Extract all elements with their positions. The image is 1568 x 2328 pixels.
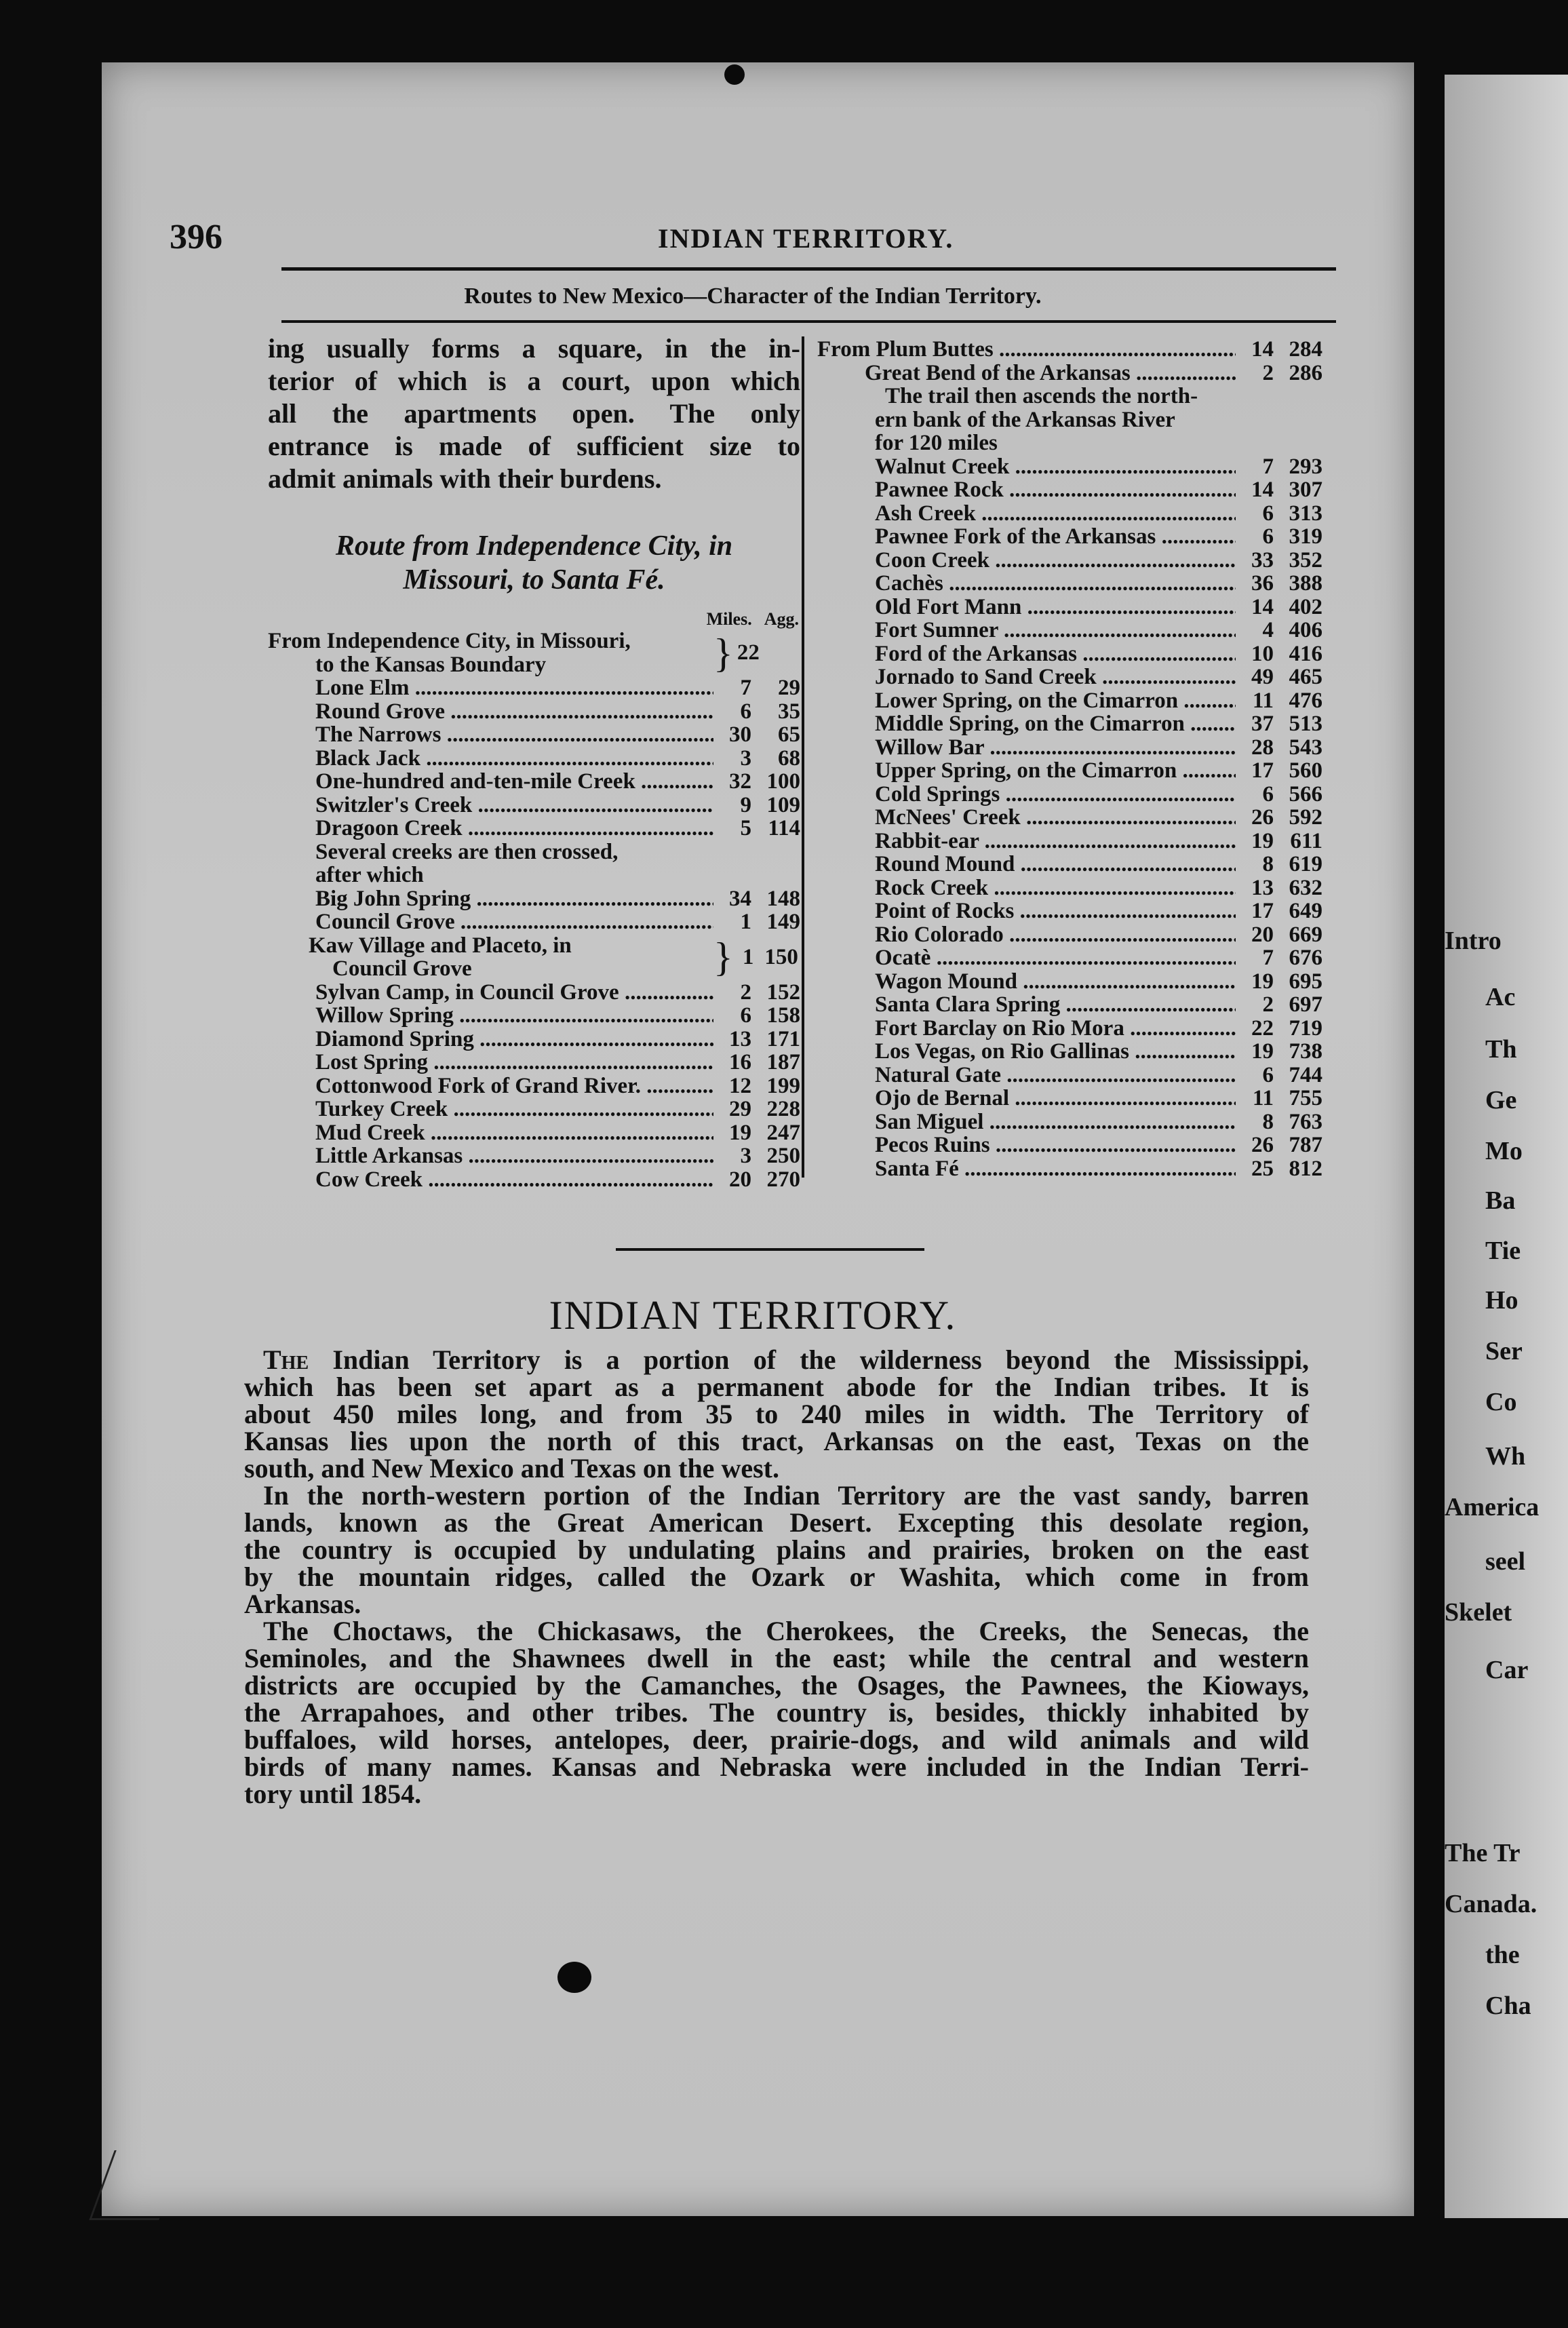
route-row — [268, 629, 800, 676]
route-agg: 228 — [766, 1097, 800, 1121]
adjacent-page-text-fragment: America — [1445, 1493, 1540, 1521]
route-agg: 787 — [1289, 1133, 1322, 1157]
route-agg: 416 — [1289, 641, 1322, 666]
route-miles: 2 — [1262, 360, 1274, 385]
adjacent-page-text-fragment: Car — [1485, 1656, 1529, 1684]
text-line: by the mountain ridges, called the Ozark or Washita, which come in from — [244, 1561, 1309, 1592]
route-place: Pawnee Fork of the Arkansas ..... — [875, 525, 1236, 549]
route-agg: 513 — [1289, 712, 1322, 736]
route-agg: 669 — [1289, 922, 1322, 947]
route-miles: 25 — [1251, 1156, 1274, 1181]
route-note: The trail then ascends the north- — [885, 384, 1198, 408]
right-column — [817, 338, 1322, 1180]
route-note: Several creeks are then crossed, — [315, 839, 619, 864]
miles-heading: Miles. — [706, 609, 752, 629]
route-miles: 17 — [1251, 899, 1274, 923]
route-place: Council Grove ..... — [315, 910, 713, 934]
route-row — [817, 619, 1322, 642]
route-row — [817, 549, 1322, 573]
route-miles: 11 — [1252, 1086, 1274, 1110]
route-row — [817, 642, 1322, 666]
adjacent-page-edge — [1445, 75, 1568, 2218]
route-place: Dragoon Creek ..... — [315, 817, 713, 840]
route-row — [268, 1168, 800, 1192]
text-line: buffaloes, wild horses, antelopes, deer, prairie-dogs, and wild animals and wild — [244, 1724, 1309, 1755]
route-place: Black Jack ..... — [315, 747, 713, 771]
route-place: Rio Colorado ..... — [875, 923, 1236, 947]
route-place: Little Arkansas ..... — [315, 1144, 713, 1168]
route-place: Los Vegas, on Rio Gallinas ..... — [875, 1040, 1236, 1064]
route-place: Cachès ..... — [875, 572, 1236, 596]
route-place: Wagon Mound ..... — [875, 970, 1236, 994]
route-agg: 171 — [766, 1026, 800, 1051]
route-agg: 719 — [1289, 1015, 1322, 1041]
route-agg: 560 — [1289, 758, 1322, 783]
route-miles: 14 — [1251, 337, 1274, 362]
route-place: Santa Fé ..... — [875, 1157, 1236, 1181]
text-line: about 450 miles long, and from 35 to 240 miles in width. The Territory of — [244, 1399, 1309, 1429]
route-agg: 158 — [766, 1003, 800, 1028]
route-agg: 150 — [764, 944, 798, 969]
route-agg: 65 — [778, 722, 800, 747]
route-row — [817, 759, 1322, 783]
route-miles: 37 — [1251, 712, 1274, 736]
route-row — [817, 338, 1322, 362]
route-row — [817, 362, 1322, 385]
route-place: Willow Spring ..... — [315, 1004, 713, 1028]
route-agg: 744 — [1289, 1062, 1322, 1087]
route-place: Rock Creek ..... — [875, 876, 1236, 900]
route-agg: 543 — [1289, 735, 1322, 760]
route-place: Fort Barclay on Rio Mora ..... — [875, 1017, 1236, 1041]
route-place: Natural Gate ..... — [875, 1064, 1236, 1087]
route-place: Old Fort Mann ..... — [875, 596, 1236, 619]
route-miles: 5 — [740, 816, 751, 840]
text-span: Indian Territory is a portion of the wilderness beyond the Mississippi, — [309, 1344, 1309, 1375]
text-line: the Arrapahoes, and other tribes. The country is, besides, thickly inhabited by — [244, 1697, 1309, 1728]
route-miles: 6 — [1262, 1062, 1274, 1087]
route-miles: 30 — [729, 722, 751, 747]
route-row — [268, 1028, 800, 1051]
route-agg: 352 — [1289, 547, 1322, 573]
route-row — [268, 1144, 800, 1168]
route-agg: 465 — [1289, 665, 1322, 689]
route-row — [817, 525, 1322, 549]
route-row — [268, 1098, 800, 1121]
route-place: Lone Elm ..... — [315, 676, 713, 700]
route-miles: 20 — [729, 1167, 751, 1192]
route-place: Kaw Village and Placeto, in — [309, 933, 572, 958]
text-line: terior of which is a court, upon which — [268, 366, 800, 396]
route-agg: 697 — [1289, 992, 1322, 1017]
route-note: after which — [315, 863, 424, 887]
route-row — [817, 502, 1322, 526]
route-miles: 4 — [1262, 618, 1274, 642]
route-row — [817, 946, 1322, 970]
route-place: Walnut Creek ..... — [875, 455, 1236, 479]
route-agg: 676 — [1289, 946, 1322, 970]
page-header — [170, 217, 1336, 265]
route-agg: 406 — [1289, 618, 1322, 642]
text-line: entrance is made of sufficient size to — [268, 431, 800, 461]
route-agg: 109 — [766, 792, 800, 817]
route-agg: 319 — [1289, 524, 1322, 549]
route-row — [817, 1040, 1322, 1064]
route-row — [817, 806, 1322, 830]
route-place: From Independence City, in Missouri, — [268, 629, 631, 653]
route-row — [817, 923, 1322, 947]
route-row — [817, 665, 1322, 689]
route-miles: 19 — [1251, 828, 1274, 853]
route-row — [268, 723, 800, 747]
route-miles: 49 — [1251, 665, 1274, 689]
route-agg: 187 — [766, 1050, 800, 1074]
route-row — [817, 1133, 1322, 1157]
ink-blot — [724, 64, 745, 85]
route-place: One-hundred and-ten-mile Creek ..... — [315, 770, 713, 794]
route-place: Santa Clara Spring ..... — [875, 993, 1236, 1017]
route-miles: 11 — [1252, 688, 1274, 713]
route-row — [268, 817, 800, 840]
route-miles: 2 — [1262, 992, 1274, 1017]
text-line — [244, 1346, 1309, 1374]
route-agg: 286 — [1289, 360, 1322, 385]
route-row — [817, 455, 1322, 479]
route-miles: 1 — [742, 944, 754, 969]
route-agg: 148 — [766, 886, 800, 911]
route-row — [268, 934, 800, 981]
route-place: Willow Bar ..... — [875, 736, 1236, 760]
adjacent-page-text-fragment: Ge — [1485, 1086, 1517, 1114]
route-row — [817, 1064, 1322, 1087]
route-agg: 738 — [1289, 1039, 1322, 1064]
route-agg: 270 — [766, 1167, 800, 1192]
route-place: Council Grove — [332, 956, 472, 981]
route-agg: 250 — [766, 1144, 800, 1168]
route-miles: 29 — [729, 1097, 751, 1121]
route-row — [268, 887, 800, 911]
route-miles: 34 — [729, 886, 751, 911]
route-place: Cottonwood Fork of Grand River. ..... — [315, 1074, 713, 1098]
text-line: admit animals with their burdens. — [268, 463, 662, 494]
route-row — [817, 572, 1322, 596]
route-place: Round Mound ..... — [875, 853, 1236, 876]
route-row — [268, 910, 800, 934]
route-row — [817, 1110, 1322, 1134]
brace: } — [713, 630, 733, 676]
route-place: Switzler's Creek ..... — [315, 794, 713, 817]
route-agg: 284 — [1289, 337, 1322, 362]
route-miles: 14 — [1251, 478, 1274, 502]
brace: } — [713, 935, 733, 979]
route-place: Pawnee Rock ..... — [875, 478, 1236, 502]
aggregate-heading: Agg. — [764, 609, 799, 629]
route-agg: 592 — [1289, 805, 1322, 830]
section-subhead: Routes to New Mexico—Character of the Indian Territory. — [464, 284, 1042, 309]
route-agg: 22 — [737, 640, 760, 665]
route-row — [268, 700, 800, 724]
text-line: Arkansas. — [244, 1589, 361, 1619]
article-body — [244, 1346, 1309, 1808]
header-rule — [281, 267, 1336, 271]
route-row — [817, 830, 1322, 853]
route-miles: 7 — [1262, 454, 1274, 479]
route-agg: 114 — [768, 816, 800, 840]
route-miles: 6 — [1262, 524, 1274, 549]
text-line: districts are occupied by the Camanches, the Osages, the Pawnees, the Kioways, — [244, 1670, 1309, 1701]
route-miles: 6 — [740, 699, 751, 724]
page-number: 396 — [170, 218, 222, 256]
text-line: Kansas lies upon the north of this tract, Arkansas on the east, Texas on the — [244, 1426, 1309, 1456]
text-line: birds of many names. Kansas and Nebraska were included in the Indian Terri- — [244, 1751, 1309, 1782]
route-miles: 28 — [1251, 735, 1274, 760]
route-row — [817, 853, 1322, 876]
route-miles: 8 — [1262, 852, 1274, 876]
text-line: lands, known as the Great American Desert. Excepting this desolate region, — [244, 1507, 1309, 1538]
route-table-left — [268, 629, 800, 1191]
route-miles: 3 — [740, 1144, 751, 1168]
adjacent-page-text-fragment: Co — [1485, 1388, 1517, 1416]
route-row — [817, 1087, 1322, 1110]
route-miles: 26 — [1251, 1133, 1274, 1157]
adjacent-page-text-fragment: Wh — [1485, 1442, 1526, 1471]
route-agg: 476 — [1289, 688, 1322, 713]
route-place: The Narrows ..... — [315, 723, 713, 747]
text-line: In the north-western portion of the Indian Territory are the vast sandy, barren — [263, 1480, 1309, 1511]
route-row — [817, 899, 1322, 923]
route-row — [817, 1157, 1322, 1181]
route-place: Pecos Ruins ..... — [875, 1133, 1236, 1157]
route-agg: 29 — [778, 676, 800, 700]
column-divider — [802, 336, 804, 1178]
route-agg: 199 — [766, 1073, 800, 1098]
route-place: Jornado to Sand Creek ..... — [875, 665, 1236, 689]
route-row — [817, 596, 1322, 619]
route-agg: 402 — [1289, 594, 1322, 619]
drop-word: The — [263, 1344, 309, 1375]
route-place: Coon Creek ..... — [875, 549, 1236, 573]
route-miles: 13 — [1251, 875, 1274, 900]
route-place: Ash Creek ..... — [875, 502, 1236, 526]
route-row — [817, 783, 1322, 807]
route-agg: 149 — [766, 910, 800, 934]
adjacent-page-text-fragment: Ba — [1485, 1186, 1516, 1215]
adjacent-page-text-fragment: Ac — [1485, 983, 1516, 1011]
text-line: which has been set apart as a permanent abode for the Indian tribes. It is — [244, 1372, 1309, 1402]
route-row — [268, 1121, 800, 1145]
route-miles: 26 — [1251, 805, 1274, 830]
route-row — [268, 981, 800, 1005]
route-miles: 20 — [1251, 922, 1274, 947]
route-miles: 19 — [1251, 969, 1274, 994]
intro-paragraph — [268, 332, 800, 495]
route-miles: 17 — [1251, 758, 1274, 783]
route-agg: 619 — [1289, 852, 1322, 876]
route-place: Big John Spring ..... — [315, 887, 713, 911]
route-place: Rabbit-ear ..... — [875, 830, 1236, 853]
route-row — [817, 478, 1322, 502]
adjacent-page-text-fragment: Skelet — [1445, 1598, 1512, 1627]
route-miles: 6 — [1262, 781, 1274, 807]
route-place: Great Bend of the Arkansas ..... — [865, 362, 1236, 385]
text-line: ing usually forms a square, in the in- — [268, 333, 800, 364]
route-place: Middle Spring, on the Cimarron ..... — [875, 712, 1236, 736]
route-miles: 12 — [729, 1073, 751, 1098]
section-title: INDIAN TERRITORY. — [549, 1293, 957, 1338]
route-row — [817, 736, 1322, 760]
route-place: Lower Spring, on the Cimarron ..... — [875, 689, 1236, 713]
route-agg: 566 — [1289, 781, 1322, 807]
route-agg: 293 — [1289, 454, 1322, 479]
route-agg: 152 — [766, 979, 800, 1005]
route-row — [268, 794, 800, 817]
route-miles: 7 — [740, 676, 751, 700]
route-row — [817, 1017, 1322, 1041]
route-agg: 755 — [1289, 1086, 1322, 1110]
route-place: Ocatè ..... — [875, 946, 1236, 970]
route-place: Cow Creek ..... — [315, 1168, 713, 1192]
route-miles: 14 — [1251, 594, 1274, 619]
route-place: Upper Spring, on the Cimarron ..... — [875, 759, 1236, 783]
route-agg: 247 — [766, 1120, 800, 1145]
route-row — [817, 876, 1322, 900]
route-row — [817, 993, 1322, 1017]
route-agg: 812 — [1289, 1156, 1322, 1181]
text-line: tory until 1854. — [244, 1779, 422, 1809]
text-line: all the apartments open. The only — [268, 398, 800, 429]
route-row — [268, 770, 800, 794]
route-row — [817, 689, 1322, 713]
route-miles: 6 — [1262, 501, 1274, 526]
adjacent-page-text-fragment: Ser — [1485, 1337, 1523, 1365]
route-agg: 388 — [1289, 571, 1322, 596]
text-line: the country is occupied by undulating plains and prairies, broken on the east — [244, 1534, 1309, 1565]
route-place: Turkey Creek ..... — [315, 1098, 713, 1121]
subhead-rule — [281, 320, 1336, 323]
adjacent-page-text-fragment: seel — [1485, 1547, 1526, 1576]
route-note: for 120 miles — [875, 431, 998, 455]
route-row — [268, 747, 800, 771]
route-place: Mud Creek ..... — [315, 1121, 713, 1145]
route-miles: 16 — [729, 1050, 751, 1074]
route-place: McNees' Creek ..... — [875, 806, 1236, 830]
route-miles: 9 — [740, 792, 751, 817]
route-place: Diamond Spring ..... — [315, 1028, 713, 1051]
route-agg: 307 — [1289, 478, 1322, 502]
route-miles: 19 — [729, 1120, 751, 1145]
route-place: San Miguel ..... — [875, 1110, 1236, 1134]
route-place: Cold Springs ..... — [875, 783, 1236, 807]
adjacent-page-text-fragment: Cha — [1485, 1992, 1531, 2020]
route-place: Round Grove ..... — [315, 700, 713, 724]
route-miles: 22 — [1251, 1015, 1274, 1041]
route-agg: 632 — [1289, 875, 1322, 900]
route-miles: 1 — [740, 910, 751, 934]
route-miles: 33 — [1251, 547, 1274, 573]
adjacent-page-text-fragment: The Tr — [1445, 1839, 1521, 1867]
route-miles: 2 — [740, 979, 751, 1005]
route-row — [268, 1074, 800, 1098]
route-agg: 35 — [778, 699, 800, 724]
route-agg: 313 — [1289, 501, 1322, 526]
route-miles: 6 — [740, 1003, 751, 1028]
route-place: Lost Spring ..... — [315, 1051, 713, 1074]
adjacent-page-text-fragment: Mo — [1485, 1137, 1523, 1165]
route-agg: 611 — [1290, 828, 1322, 853]
route-row — [817, 712, 1322, 736]
route-miles: 10 — [1251, 641, 1274, 666]
column-headings — [268, 609, 800, 629]
route-miles: 36 — [1251, 571, 1274, 596]
route-row — [268, 676, 800, 700]
route-place: Ford of the Arkansas ..... — [875, 642, 1236, 666]
text-line: The Choctaws, the Chickasaws, the Cherokees, the Creeks, the Senecas, the — [263, 1616, 1309, 1646]
route-miles: 13 — [729, 1026, 751, 1051]
ink-blot — [557, 1962, 591, 1993]
route-agg: 649 — [1289, 899, 1322, 923]
route-agg: 763 — [1289, 1109, 1322, 1134]
route-note: ern bank of the Arkansas River — [875, 407, 1175, 432]
route-row — [268, 1051, 800, 1074]
route-place: to the Kansas Boundary — [315, 652, 547, 677]
text-line: Seminoles, and the Shawnees dwell in the east; while the central and western — [244, 1643, 1309, 1673]
adjacent-page-text-fragment: Tie — [1485, 1237, 1521, 1265]
running-head: INDIAN TERRITORY. — [658, 223, 954, 254]
text-line: south, and New Mexico and Texas on the west. — [244, 1453, 779, 1483]
route-agg: 68 — [778, 745, 800, 771]
route-miles: 8 — [1262, 1109, 1274, 1134]
route-row — [268, 1004, 800, 1028]
adjacent-page-text-fragment: Canada. — [1445, 1890, 1537, 1918]
route-row — [817, 970, 1322, 994]
route-table-right — [817, 338, 1322, 1180]
route-place: Sylvan Camp, in Council Grove ..... — [315, 981, 713, 1005]
route-place: Ojo de Bernal ..... — [875, 1087, 1236, 1110]
adjacent-page-text-fragment: the — [1485, 1941, 1520, 1969]
route-title-line: Route from Independence City, in — [335, 530, 733, 562]
route-title-line: Missouri, to Santa Fé. — [403, 564, 665, 596]
route-agg: 695 — [1289, 969, 1322, 994]
route-miles: 19 — [1251, 1039, 1274, 1064]
route-miles: 3 — [740, 745, 751, 771]
left-column — [268, 332, 800, 1191]
route-miles: 7 — [1262, 946, 1274, 970]
route-place: Point of Rocks ..... — [875, 899, 1236, 923]
route-title — [268, 529, 800, 597]
section-divider — [616, 1248, 924, 1251]
route-miles: 32 — [729, 769, 751, 794]
route-place: From Plum Buttes ..... — [817, 338, 1236, 362]
route-agg: 100 — [766, 769, 800, 794]
adjacent-page-text-fragment: Ho — [1485, 1286, 1518, 1315]
route-place: Fort Sumner ..... — [875, 619, 1236, 642]
adjacent-page-text-fragment: Intro — [1445, 927, 1502, 955]
adjacent-page-text-fragment: Th — [1485, 1035, 1517, 1064]
